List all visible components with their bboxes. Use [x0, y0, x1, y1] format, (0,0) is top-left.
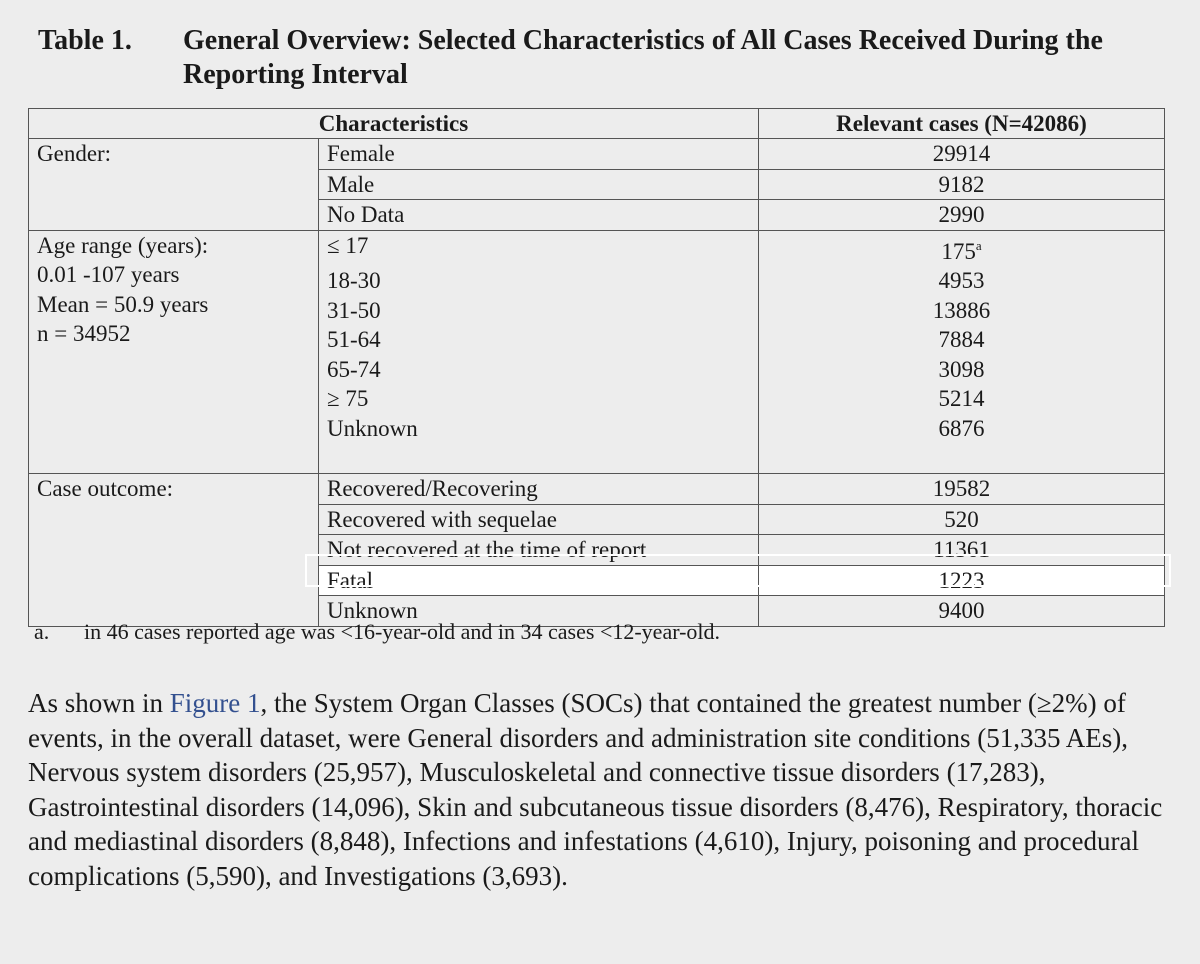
figure-link[interactable]: Figure 1: [169, 688, 261, 718]
row-value: 5214: [759, 384, 1165, 414]
row-name: Unknown: [319, 414, 759, 444]
table-label: Table 1.: [38, 25, 132, 56]
row-name: Unknown: [319, 596, 759, 627]
row-value: 4953: [759, 266, 1165, 296]
age-label-line: n = 34952: [37, 321, 131, 346]
row-value: 1223: [759, 565, 1165, 596]
characteristics-table: [28, 108, 1165, 627]
row-value: 13886: [759, 296, 1165, 326]
spacer-cell: [759, 443, 1165, 474]
spacer-cell: [319, 443, 759, 474]
header-row: [29, 109, 1165, 139]
header-relevant-cases: Relevant cases (N=42086): [759, 109, 1165, 139]
outcome-label: Case outcome:: [29, 474, 319, 627]
footnote: [34, 619, 720, 645]
table-row: [29, 474, 1165, 505]
footnote-marker: a: [975, 237, 982, 253]
row-value: 11361: [759, 535, 1165, 566]
gender-label: Gender:: [29, 139, 319, 231]
row-name: Female: [319, 139, 759, 170]
row-value: 29914: [759, 139, 1165, 170]
age-label-line: Age range (years):: [37, 232, 209, 258]
row-value: [759, 230, 1165, 266]
row-name: Recovered/Recovering: [319, 474, 759, 505]
row-value: 520: [759, 504, 1165, 535]
header-characteristics: Characteristics: [29, 109, 759, 139]
table-row: [29, 139, 1165, 170]
row-value: 7884: [759, 325, 1165, 355]
row-name: No Data: [319, 200, 759, 231]
table-title: General Overview: Selected Characteristics of All Cases Received During the Reporting Interval: [183, 25, 1103, 90]
paragraph-text-start: As shown in: [28, 688, 170, 718]
row-value: 3098: [759, 355, 1165, 385]
row-name: 51-64: [319, 325, 759, 355]
age-label: [29, 230, 319, 474]
footnote-text: in 46 cases reported age was <16-year-old and in 34 cases <12-year-old.: [84, 619, 721, 644]
row-name: 31-50: [319, 296, 759, 326]
table-row: [29, 230, 1165, 266]
age-label-line: Mean = 50.9 years: [37, 291, 209, 317]
row-name: Not recovered at the time of report: [319, 535, 759, 566]
row-value: 19582: [759, 474, 1165, 505]
row-name: Recovered with sequelae: [319, 504, 759, 535]
row-value: 2990: [759, 200, 1165, 231]
row-value: 6876: [759, 414, 1165, 444]
row-name: ≥ 75: [319, 384, 759, 414]
row-value: 9182: [759, 169, 1165, 200]
row-name: Male: [319, 169, 759, 200]
row-name: 18-30: [319, 266, 759, 296]
row-value: 9400: [759, 596, 1165, 627]
age-label-line: 0.01 -107 years: [37, 262, 180, 287]
footnote-label: a.: [34, 619, 50, 644]
row-name: ≤ 17: [319, 230, 759, 266]
paragraph-text-rest: , the System Organ Classes (SOCs) that contained the greatest number (≥2%) of events, in the overall dataset, were General disorders and administration site conditions (51,335 AEs), Nervous system disorders (25,957), Musculoskeletal and connective tissue disorders (17,283), Gastrointestinal disorders (14,096), Skin and subcutaneous tissue disorders (8,476), Respiratory, thoracic and mediastinal disorders (8,848), Infections and infestations (4,610), Injury, poisoning and procedural complications (5,590), and Investigations (3,693).: [28, 688, 1163, 891]
row-value-text: 175: [941, 238, 976, 264]
body-paragraph: [28, 686, 1168, 893]
row-name: 65-74: [319, 355, 759, 385]
row-name: Fatal: [319, 565, 759, 596]
